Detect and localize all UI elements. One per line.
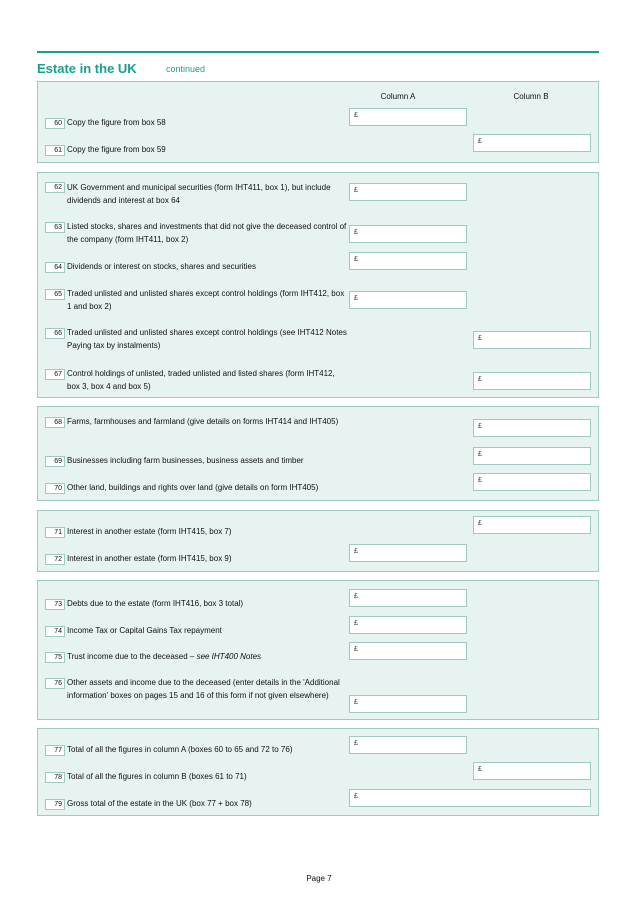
row-label: Interest in another estate (form IHT415, box 9) — [67, 554, 232, 563]
box-60-input[interactable] — [349, 108, 467, 126]
row-label: Total of all the figures in column B (boxes 61 to 71) — [67, 772, 247, 781]
box-number: 76 — [45, 678, 65, 689]
box-76-input[interactable] — [349, 695, 467, 713]
box-number: 67 — [45, 369, 65, 380]
pound-sign: £ — [478, 477, 482, 484]
row-label: UK Government and municipal securities (form IHT411, box 1), but include dividends and interest at box 64 — [67, 183, 331, 205]
box-number: 66 — [45, 328, 65, 339]
box-number: 72 — [45, 554, 65, 565]
row-label: Total of all the figures in column A (boxes 60 to 65 and 72 to 76) — [67, 745, 293, 754]
pound-sign: £ — [354, 229, 358, 236]
pound-sign: £ — [478, 376, 482, 383]
box-number: 65 — [45, 289, 65, 300]
box-64-input[interactable] — [349, 252, 467, 270]
box-number: 79 — [45, 799, 65, 810]
box-61-input[interactable] — [473, 134, 591, 152]
pound-sign: £ — [354, 793, 358, 800]
pound-sign: £ — [478, 423, 482, 430]
box-68-input[interactable] — [473, 419, 591, 437]
box-66-input[interactable] — [473, 331, 591, 349]
box-number: 63 — [45, 222, 65, 233]
row-label: Interest in another estate (form IHT415, box 7) — [67, 527, 232, 536]
column-b-header: Column B — [513, 92, 549, 101]
row-label: Other land, buildings and rights over land (give details on form IHT405) — [67, 483, 319, 492]
page-title: Estate in the UK — [37, 61, 137, 76]
box-75-input[interactable] — [349, 642, 467, 660]
pound-sign: £ — [354, 548, 358, 555]
pound-sign: £ — [354, 187, 358, 194]
pound-sign: £ — [478, 138, 482, 145]
row-label: Copy the figure from box 58 — [67, 118, 166, 127]
pound-sign: £ — [354, 295, 358, 302]
box-number: 62 — [45, 182, 65, 193]
pound-sign: £ — [354, 699, 358, 706]
box-70-input[interactable] — [473, 473, 591, 491]
row-label: Debts due to the estate (form IHT416, box 3 total) — [67, 599, 244, 608]
pound-sign: £ — [354, 256, 358, 263]
box-number: 68 — [45, 417, 65, 428]
box-number: 60 — [45, 118, 65, 129]
box-number: 71 — [45, 527, 65, 538]
box-73-input[interactable] — [349, 589, 467, 607]
box-number: 74 — [45, 626, 65, 637]
pound-sign: £ — [478, 451, 482, 458]
pound-sign: £ — [354, 112, 358, 119]
row-label: Control holdings of unlisted, traded unlisted and listed shares (form IHT412, box 3, box 4 and box 5) — [67, 369, 335, 391]
box-number: 69 — [45, 456, 65, 467]
box-number: 64 — [45, 262, 65, 273]
row-label: Farms, farmhouses and farmland (give details on forms IHT414 and IHT405) — [67, 417, 339, 426]
box-number: 77 — [45, 745, 65, 756]
box-69-input[interactable] — [473, 447, 591, 465]
pound-sign: £ — [478, 335, 482, 342]
pound-sign: £ — [354, 646, 358, 653]
box-67-input[interactable] — [473, 372, 591, 390]
page-number: Page 7 — [306, 874, 332, 883]
row-label: Listed stocks, shares and investments that did not give the deceased control of the company (form IHT411, box 2) — [67, 222, 347, 244]
row-label-text: Trust income due to the deceased – — [67, 652, 197, 661]
row-label: Copy the figure from box 59 — [67, 145, 166, 154]
box-79-input[interactable] — [349, 789, 591, 807]
box-number: 73 — [45, 599, 65, 610]
box-number: 61 — [45, 145, 65, 156]
row-label: Other assets and income due to the deceased (enter details in the 'Additional information' boxes on pages 15 and 16 of this form if not given elsewhere) — [67, 678, 340, 700]
row-label: Traded unlisted and unlisted shares except control holdings (form IHT412, box 1 and box 2) — [67, 289, 345, 311]
row-label: Gross total of the estate in the UK (box 77 + box 78) — [67, 799, 252, 808]
row-label: Traded unlisted and unlisted shares except control holdings (see IHT412 Notes Paying tax by instalments) — [67, 328, 347, 350]
row-label: Income Tax or Capital Gains Tax repayment — [67, 626, 222, 635]
row-label: Dividends or interest on stocks, shares and securities — [67, 262, 256, 271]
box-number: 75 — [45, 652, 65, 663]
notes-reference: see IHT400 Notes — [196, 652, 262, 661]
box-number: 78 — [45, 772, 65, 783]
row-label: Businesses including farm businesses, business assets and timber — [67, 456, 304, 465]
box-78-input[interactable] — [473, 762, 591, 780]
header-rule — [37, 51, 599, 53]
row-label — [67, 650, 347, 663]
pound-sign: £ — [478, 766, 482, 773]
box-74-input[interactable] — [349, 616, 467, 634]
page-subtitle: continued — [166, 64, 206, 74]
pound-sign: £ — [478, 520, 482, 527]
pound-sign: £ — [354, 593, 358, 600]
column-a-header: Column A — [380, 92, 416, 101]
box-71-input[interactable] — [473, 516, 591, 534]
box-63-input[interactable] — [349, 225, 467, 243]
box-65-input[interactable] — [349, 291, 467, 309]
box-77-input[interactable] — [349, 736, 467, 754]
pound-sign: £ — [354, 740, 358, 747]
box-number: 70 — [45, 483, 65, 494]
box-62-input[interactable] — [349, 183, 467, 201]
box-72-input[interactable] — [349, 544, 467, 562]
pound-sign: £ — [354, 620, 358, 627]
